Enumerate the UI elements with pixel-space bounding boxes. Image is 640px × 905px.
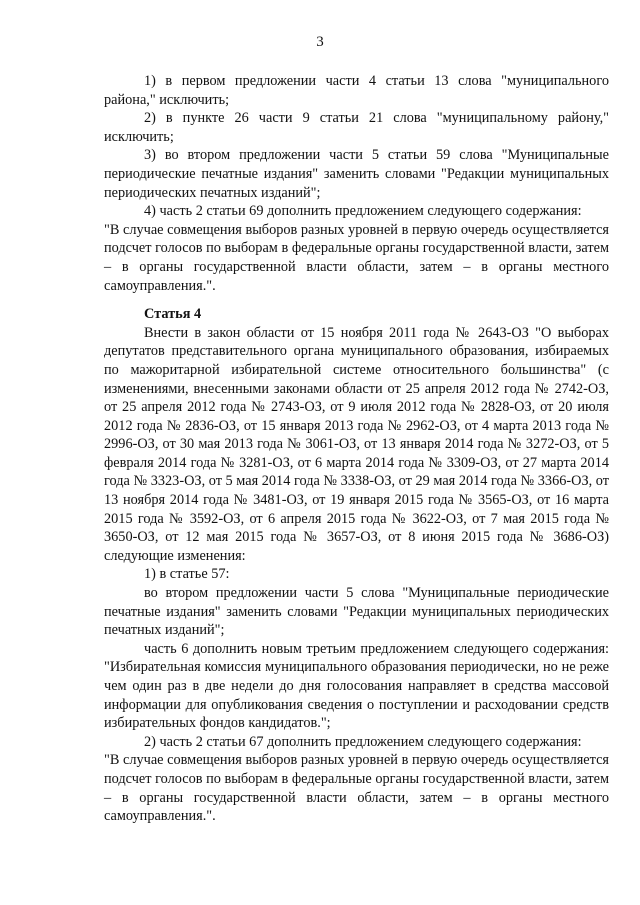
article-quoted-sentence: "В случае совмещения выборов разных уровней в первую очередь осуществляется подсчет голосов по выборам в федеральные органы государственной власти, затем – в органы государственной власти области, затем – в органы местного самоуправления.". (104, 752, 609, 825)
article-subitem-part6: часть 6 дополнить новым третьим предложением следующего содержания: "Избирательная комиссия муниципального образования периодически, но не реже чем один раз в две недели до дня голосования направляет в средства массовой информации для опубликования сведения о поступлении и расходовании средств избирательных фондов кандидатов."; (104, 640, 609, 732)
paragraph-item-2: 2) в пункте 26 части 9 статьи 21 слова "муниципальному району," исключить; (104, 110, 609, 145)
section-gap (104, 295, 609, 305)
article-intro-paragraph: Внести в закон области от 15 ноября 2011 года № 2643-ОЗ "О выборах депутатов представительного органа муниципального образования, избираемых по мажоритарной избирательной системе относительного большинства" (с изменениями, внесенными законами области от 25 апреля 2012 года № 2742-ОЗ, от 25 апреля 2012 года № 2743-ОЗ, от 9 июля 2012 года № 2828-ОЗ, от 20 июля 2012 года № 2836-ОЗ, от 15 января 2013 года № 2962-ОЗ, от 4 марта 2013 года № 2996-ОЗ, от 30 мая 2013 года № 3061-ОЗ, от 13 января 2014 года № 3272-ОЗ, от 5 февраля 2014 года № 3281-ОЗ, от 6 марта 2014 года № 3309-ОЗ, от 27 марта 2014 года № 3323-ОЗ, от 5 мая 2014 года № 3338-ОЗ, от 29 мая 2014 года № 3366-ОЗ, от 13 ноября 2014 года № 3481-ОЗ, от 19 января 2015 года № 3565-ОЗ, от 16 марта 2015 года № 3592-ОЗ, от 6 апреля 2015 года № 3622-ОЗ, от 7 мая 2015 года № 3650-ОЗ, от 12 мая 2015 года № 3657-ОЗ, от 8 июня 2015 года № 3686-ОЗ) следующие изменения: (104, 324, 609, 564)
article-item-1: 1) в статье 57: (144, 566, 230, 583)
paragraph-item-3: 3) во втором предложении части 5 статьи 59 слова "Муниципальные периодические печатные издания" заменить словами "Редакции муниципальных периодических печатных изданий"; (104, 147, 609, 201)
article-item-2: 2) часть 2 статьи 67 дополнить предложением следующего содержания: (144, 733, 582, 750)
document-body (104, 72, 609, 826)
page-number: 3 (316, 34, 324, 50)
quoted-sentence: "В случае совмещения выборов разных уровней в первую очередь осуществляется подсчет голосов по выборам в федеральные органы государственной власти, затем – в органы государственной власти области, затем – в органы местного самоуправления.". (104, 221, 609, 294)
article-subitem-part5: во втором предложении части 5 слова "Муниципальные периодические печатные издания" заменить словами "Редакции муниципальных периодических печатных изданий"; (104, 585, 609, 639)
article-heading: Статья 4 (144, 306, 202, 323)
paragraph-item-4: 4) часть 2 статьи 69 дополнить предложением следующего содержания: (144, 203, 582, 220)
paragraph-item-1: 1) в первом предложении части 4 статьи 13 слова "муниципального района," исключить; (104, 73, 609, 108)
